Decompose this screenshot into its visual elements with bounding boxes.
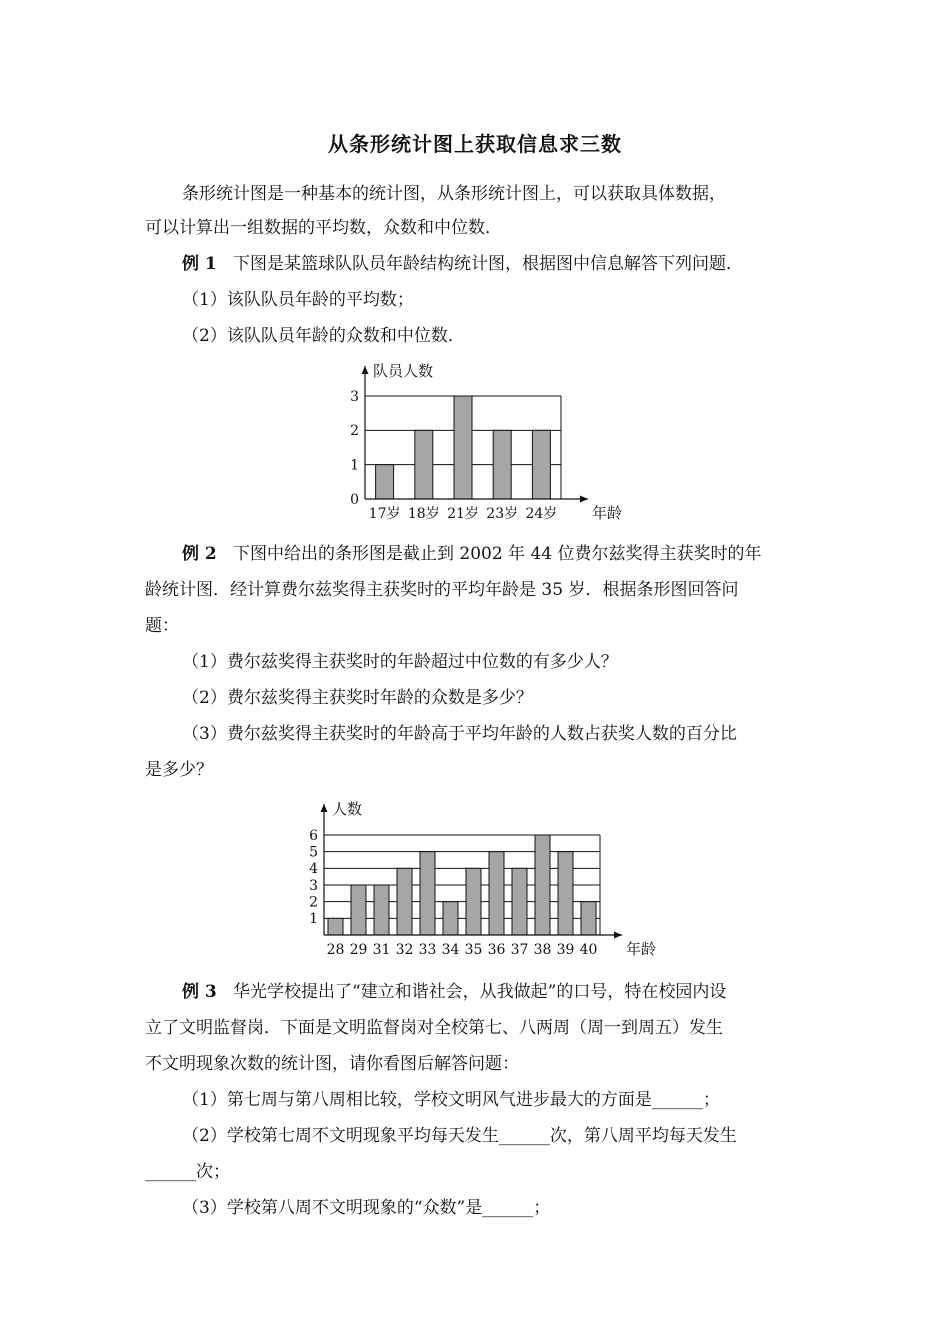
example-2-text-line-3: 题： (145, 616, 179, 636)
y-tick-label: 6 (309, 827, 318, 844)
bar (512, 868, 527, 935)
bar (466, 868, 481, 935)
page-title: 从条形统计图上获取信息求三数 (328, 132, 622, 156)
x-tick-label: 17岁 (368, 506, 401, 522)
example-2-question-1: （1）费尔兹奖得主获奖时的年龄超过中位数的有多少人？ (182, 652, 618, 672)
bar (376, 465, 394, 499)
example-2-text-line-2: 龄统计图．经计算费尔兹奖得主获奖时的平均年龄是 35 岁．根据条形图回答问 (145, 580, 739, 600)
x-tick-label: 31 (372, 942, 391, 958)
bar (493, 430, 511, 499)
example-3-statement (182, 980, 726, 1004)
intro-line-2: 可以计算出一组数据的平均数，众数和中位数． (145, 218, 502, 238)
example-2-question-2: （2）费尔兹奖得主获奖时年龄的众数是多少？ (182, 688, 533, 708)
x-tick-label: 29 (349, 942, 368, 958)
x-tick-label: 24岁 (525, 506, 558, 522)
y-tick-label: 1 (350, 457, 359, 474)
team-age-bar-chart (330, 362, 623, 530)
bar (351, 885, 366, 935)
y-tick-label: 0 (350, 491, 359, 508)
example-2-question-3-line-1: （3）费尔兹奖得主获奖时的年龄高于平均年龄的人数占获奖人数的百分比 (182, 724, 737, 744)
y-tick-label: 1 (309, 911, 318, 928)
bar (443, 902, 458, 935)
example-1-statement (182, 252, 743, 276)
y-axis-arrow (321, 804, 328, 812)
x-tick-label: 37 (510, 942, 529, 958)
bar (558, 852, 573, 935)
example-3-question-3: （3）学校第八周不文明现象的“众数”是______； (182, 1198, 551, 1218)
x-tick-label: 33 (418, 942, 437, 958)
example-1-label: 例 1 (182, 254, 217, 274)
bar (397, 868, 412, 935)
example-2-text-line-1: 下图中给出的条形图是截止到 2002 年 44 位费尔兹奖得主获奖时的年 (232, 544, 762, 564)
y-axis-title: 人数 (332, 800, 363, 818)
x-tick-label: 23岁 (486, 506, 519, 522)
bar (415, 430, 433, 499)
x-tick-label: 38 (533, 942, 552, 958)
x-tick-label: 21岁 (447, 506, 479, 522)
bar (535, 835, 550, 935)
example-3-text-line-3: 不文明现象次数的统计图，请你看图后解答问题： (145, 1054, 519, 1074)
example-3-text-line-1: 华光学校提出了“建立和谐社会，从我做起”的口号，特在校园内设 (232, 982, 727, 1002)
example-2-statement (182, 542, 761, 566)
example-1-question-1: （1）该队队员年龄的平均数； (182, 290, 414, 310)
example-3-question-2-line-2: ______次； (145, 1162, 230, 1182)
y-axis-title: 队员人数 (373, 362, 434, 380)
example-3-text-line-2: 立了文明监督岗．下面是文明监督岗对全校第七、八两周（周一到周五）发生 (145, 1018, 723, 1038)
bar (581, 902, 596, 935)
x-tick-label: 36 (487, 942, 506, 958)
example-3-question-1: （1）第七周与第八周相比较，学校文明风气进步最大的方面是______； (182, 1090, 720, 1110)
y-tick-label: 5 (309, 844, 318, 861)
y-tick-label: 2 (309, 894, 318, 911)
example-3-label: 例 3 (182, 982, 217, 1002)
x-tick-label: 34 (441, 942, 460, 958)
example-3-question-2-line-1: （2）学校第七周不文明现象平均每天发生______次，第八周平均每天发生 (182, 1126, 737, 1146)
x-axis-title: 年龄 (626, 940, 657, 958)
fields-medal-age-bar-chart (300, 798, 657, 960)
x-tick-label: 39 (556, 942, 575, 958)
example-2-question-3-line-2: 是多少？ (145, 760, 213, 780)
bar (420, 852, 435, 935)
bar (532, 430, 550, 499)
x-tick-label: 40 (579, 942, 598, 958)
bar (489, 852, 504, 935)
x-axis-title: 年龄 (592, 504, 623, 522)
intro-line-1: 条形统计图是一种基本的统计图，从条形统计图上，可以获取具体数据， (182, 184, 726, 204)
bar (454, 396, 472, 499)
x-tick-label: 18岁 (407, 506, 440, 522)
y-tick-label: 2 (350, 423, 359, 440)
example-1-question-2: （2）该队队员年龄的众数和中位数． (182, 326, 465, 346)
example-2-label: 例 2 (182, 544, 217, 564)
x-axis-arrow (614, 932, 622, 939)
bar (374, 885, 389, 935)
bar (328, 918, 343, 935)
y-tick-label: 4 (309, 861, 318, 878)
y-tick-label: 3 (350, 388, 359, 405)
x-tick-label: 28 (326, 942, 345, 958)
y-tick-label: 3 (309, 877, 318, 894)
x-tick-label: 35 (464, 942, 483, 958)
x-tick-label: 32 (395, 942, 414, 958)
example-1-text: 下图是某篮球队队员年龄结构统计图，根据图中信息解答下列问题． (232, 254, 743, 274)
y-axis-arrow (362, 366, 369, 374)
x-axis-arrow (580, 496, 588, 503)
